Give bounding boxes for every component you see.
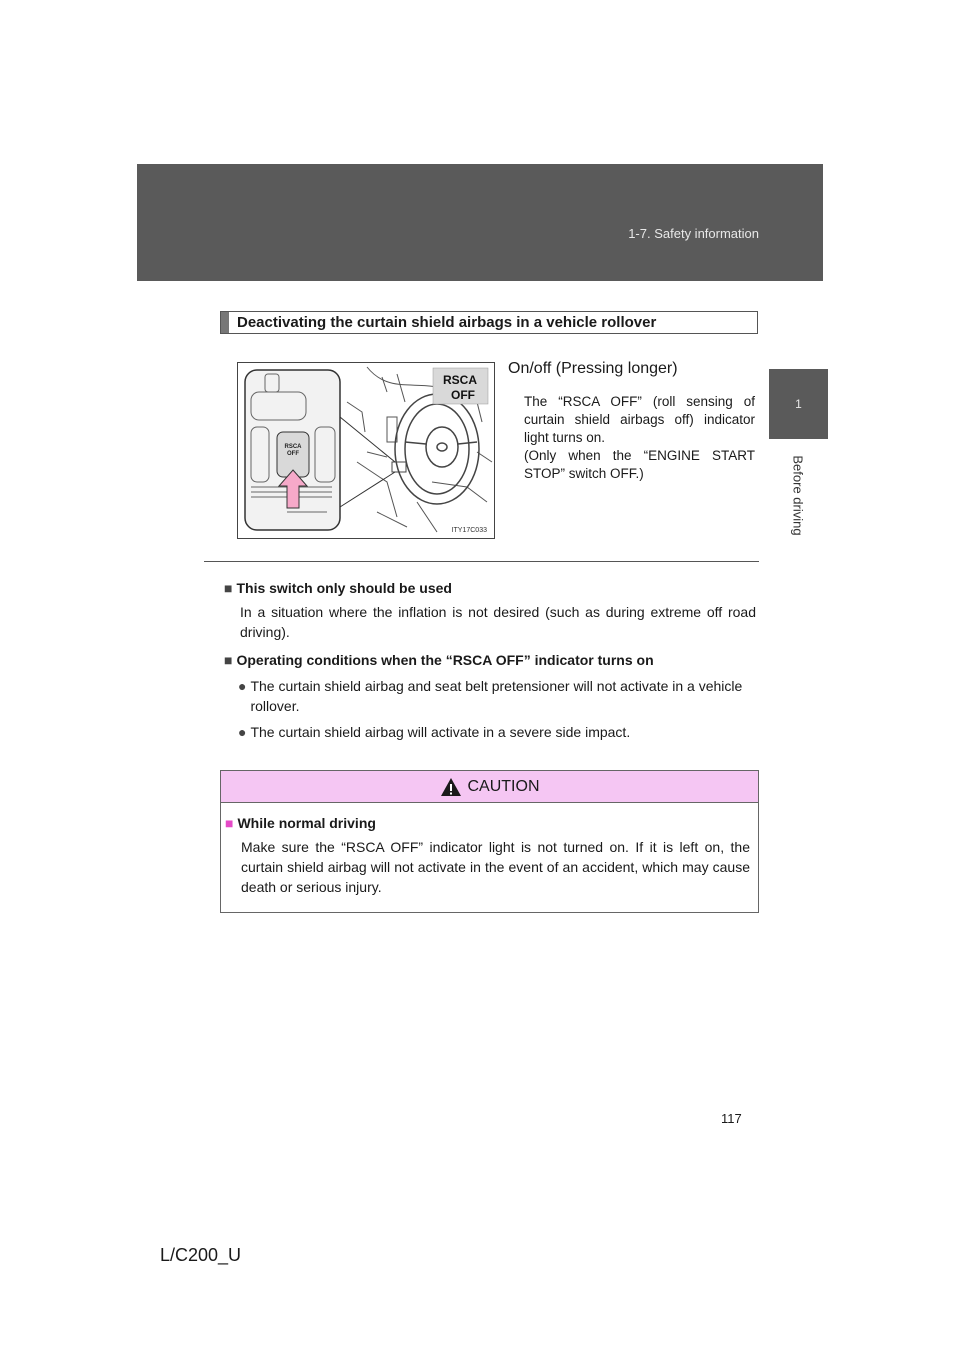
circle-bullet-icon: ● [238,724,247,740]
bullet-text-1: The curtain shield airbag and seat belt pretensioner will not activate in a vehicle rollover. [250,678,743,714]
list-item [238,722,756,742]
callout-line-2: (Only when the “ENGINE START STOP” switch OFF.) [524,448,755,481]
notes-section [224,578,756,748]
heading-bar [221,312,229,333]
dashboard-drawing [237,362,495,539]
chapter-tab-label [769,439,828,551]
section-heading [220,311,758,334]
caution-box [220,770,759,913]
note-title-1 [224,578,756,598]
switch-label-large-1: RSCA [442,373,478,387]
chapter-tab-number: 1 [769,369,828,439]
switch-label-large-2: OFF [451,388,475,402]
dashboard-illustration [237,362,495,539]
callout-body [524,393,755,483]
caution-title [225,813,750,833]
square-bullet-icon: ■ [225,815,234,831]
caution-header-text: CAUTION [467,777,540,795]
section-divider [204,561,759,562]
warning-triangle-icon [440,777,462,797]
note-title-1-text: This switch only should be used [236,580,452,596]
switch-label-small-2: OFF [287,451,299,457]
callout-line-1: The “RSCA OFF” (roll sensing of curtain shield airbags off) indicator light turns on. [524,394,755,445]
bullet-text-2: The curtain shield airbag will activate in a severe side impact. [250,724,631,740]
caution-body [221,803,758,897]
section-label: 1-7. Safety information [628,226,759,241]
note-text-1: In a situation where the inflation is not desired (such as during extreme off road driving). [240,604,756,640]
figure-code: ITY17C033 [451,527,487,534]
chapter-tab-label-text: Before driving [791,454,806,536]
caution-title-text: While normal driving [237,815,376,831]
list-item [238,676,756,716]
caution-header [221,771,758,803]
switch-label-small-1: RSCA [284,444,302,450]
model-code: L/C200_U [160,1245,242,1265]
square-bullet-icon: ■ [224,580,233,596]
header-band [137,164,823,281]
note-title-2-text: Operating conditions when the “RSCA OFF” indicator turns on [236,652,654,668]
callout-title: On/off (Pressing longer) [508,360,678,377]
circle-bullet-icon: ● [238,678,247,694]
caution-text: Make sure the “RSCA OFF” indicator light is not turned on. If it is left on, the curtain shield airbag will not activate in the event of an accident, which may cause death or serious injury. [241,839,750,895]
section-heading-text: Deactivating the curtain shield airbags in a vehicle rollover [237,314,657,331]
page-number: 117 [721,1111,742,1126]
note-title-2 [224,650,756,670]
square-bullet-icon: ■ [224,652,233,668]
